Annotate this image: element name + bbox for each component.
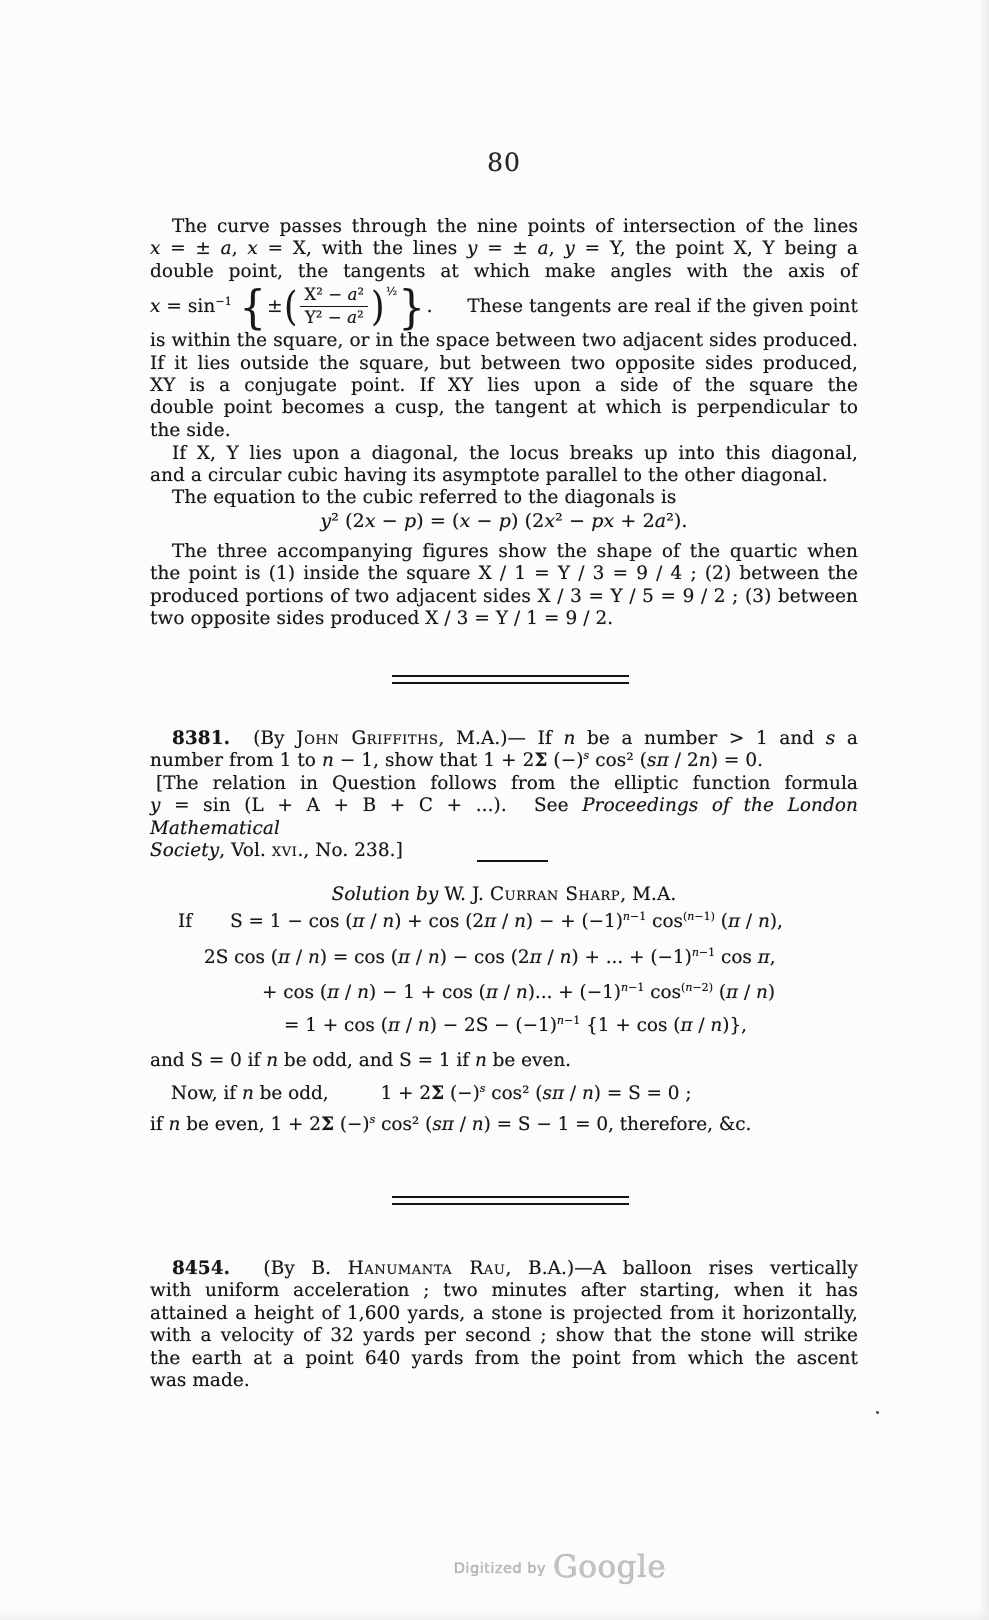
ink-speck <box>876 1411 879 1414</box>
solution-equation-line: + cos (π / n) − 1 + cos (π / n)... + $(-1)^{n-1}$ $\cos^{(n-2)} (\pi / n)$ <box>262 980 776 1003</box>
text-line: x = ± a, x = X, with the lines y = ± a, y = Y, the point X, Y being a <box>150 238 858 260</box>
solution-equation-line: 2S cos (π / n) = cos (π / n) − cos (2π / n) + ... + $(-1)^{n-1}$ cos π, <box>204 945 776 968</box>
page-number: 80 <box>487 148 521 177</box>
double-rule-divider <box>392 1196 629 1205</box>
paragraph-diagonal-case <box>150 443 858 488</box>
solution-heading: Solution by W. J. Curran Sharp, M.A. <box>331 884 677 905</box>
equation-label: If <box>178 911 193 932</box>
text-line: attained a height of 1,600 yards, a stone is projected from it horizontally, <box>150 1302 858 1324</box>
text-line: 8454. (By B. Hanumanta Rau, B.A.)—A balloon rises vertically <box>172 1258 858 1279</box>
text-line: two opposite sides produced X / 3 = Y / 1 = 9 / 2. <box>150 608 614 630</box>
google-logo: Google <box>553 1549 667 1585</box>
solution-equation-line: if n be even, 1 + 2Σ $(-)^s$ cos² (sπ / n) = S − 1 = 0, therefore, &c. <box>150 1112 752 1135</box>
text-line: double point becomes a cusp, the tangent at which is perpendicular to <box>150 397 858 419</box>
solution-equation-line: = $1 + \cos (\pi / n) - 2S - (-1)^{n-1}$ {1 + cos (π / n)}, <box>284 1013 748 1036</box>
solution-text-line: and S = 0 if n be odd, and S = 1 if n be even. <box>150 1050 572 1071</box>
text-line: 8381. (By John Griffiths, M.A.)— If n be a number > 1 and s a <box>172 728 858 749</box>
cubic-display-equation: y² (2x − p) = (x − p) (2x² − px + 2a²). <box>320 510 688 532</box>
text-line: If it lies outside the square, but between two opposite sides produced, <box>150 352 858 374</box>
text-line: The three accompanying figures show the shape of the quartic when <box>172 541 858 562</box>
text-line: number from 1 to n − 1, show that 1 + 2Σ $(-)^s$ cos² (sπ / 2n) = 0. <box>150 749 764 772</box>
text-line: If X, Y lies upon a diagonal, the locus breaks up into this diagonal, <box>172 443 858 464</box>
text-line: XY is a conjugate point. If XY lies upon a side of the square the <box>150 375 858 397</box>
text-line: with a velocity of 32 yards per second ; show that the stone will strike <box>150 1325 858 1347</box>
text-line: Society, Vol. xvi., No. 238.] <box>150 840 403 862</box>
text-line: and a circular cubic having its asymptote parallel to the other diagonal. <box>150 465 828 487</box>
problem-8454 <box>150 1258 858 1392</box>
text-after-formula: These tangents are real if the given point <box>467 295 858 317</box>
paragraph-three-figures <box>150 541 858 631</box>
problem-8381 <box>150 728 858 862</box>
text-line: with uniform acceleration ; two minutes after starting, when it has <box>150 1280 858 1302</box>
text-line: y = sin (L + A + B + C + ...). See Proceedings of the London Mathematical <box>150 795 858 839</box>
text-line: The curve passes through the nine points of intersection of the lines <box>172 216 858 237</box>
paragraph-curve-properties <box>150 216 858 442</box>
text-line: the earth at a point 640 yards from the point from which the ascent <box>150 1347 858 1369</box>
single-rule-divider <box>477 860 548 862</box>
equation-label: Now, if n be odd, <box>171 1083 329 1104</box>
text-line: is within the square, or in the space between two adjacent sides produced. <box>150 330 858 352</box>
sin-inverse-formula: $x = \sin^{-1}$ {±( $\frac{\text{X² − a²}}{\text{Y² − a²}}$ )$^{\frac{1}{2}}$}. <box>150 279 433 334</box>
equation: S = 1 − cos (π / n) + cos (2π / n) − + $(-1)^{n-1}$ $\cos^{(n-1)} (\pi / n)$, <box>230 909 783 932</box>
equation-intro-line: The equation to the cubic referred to the diagonals is <box>172 487 677 508</box>
solution-equation-line <box>171 1083 692 1105</box>
double-rule-divider <box>392 675 629 684</box>
text-line: [The relation in Question follows from the elliptic function formula <box>156 772 858 794</box>
solution-equation-line <box>178 911 783 933</box>
text-line: produced portions of two adjacent sides X / 3 = Y / 5 = 9 / 2 ; (3) between <box>150 585 858 607</box>
watermark-text: Digitized by <box>453 1561 547 1577</box>
text-line: the side. <box>150 419 231 441</box>
watermark <box>380 1549 740 1585</box>
equation: 1 + 2Σ $(-)^s$ cos² (sπ / n) = S = 0 ; <box>380 1081 692 1104</box>
inline-equation-line <box>150 279 858 334</box>
text-line: was made. <box>150 1370 250 1392</box>
text-line: the point is (1) inside the square X / 1 = Y / 3 = 9 / 4 ; (2) between the <box>150 563 858 585</box>
text-line: double point, the tangents at which make angles with the axis of <box>150 260 858 282</box>
